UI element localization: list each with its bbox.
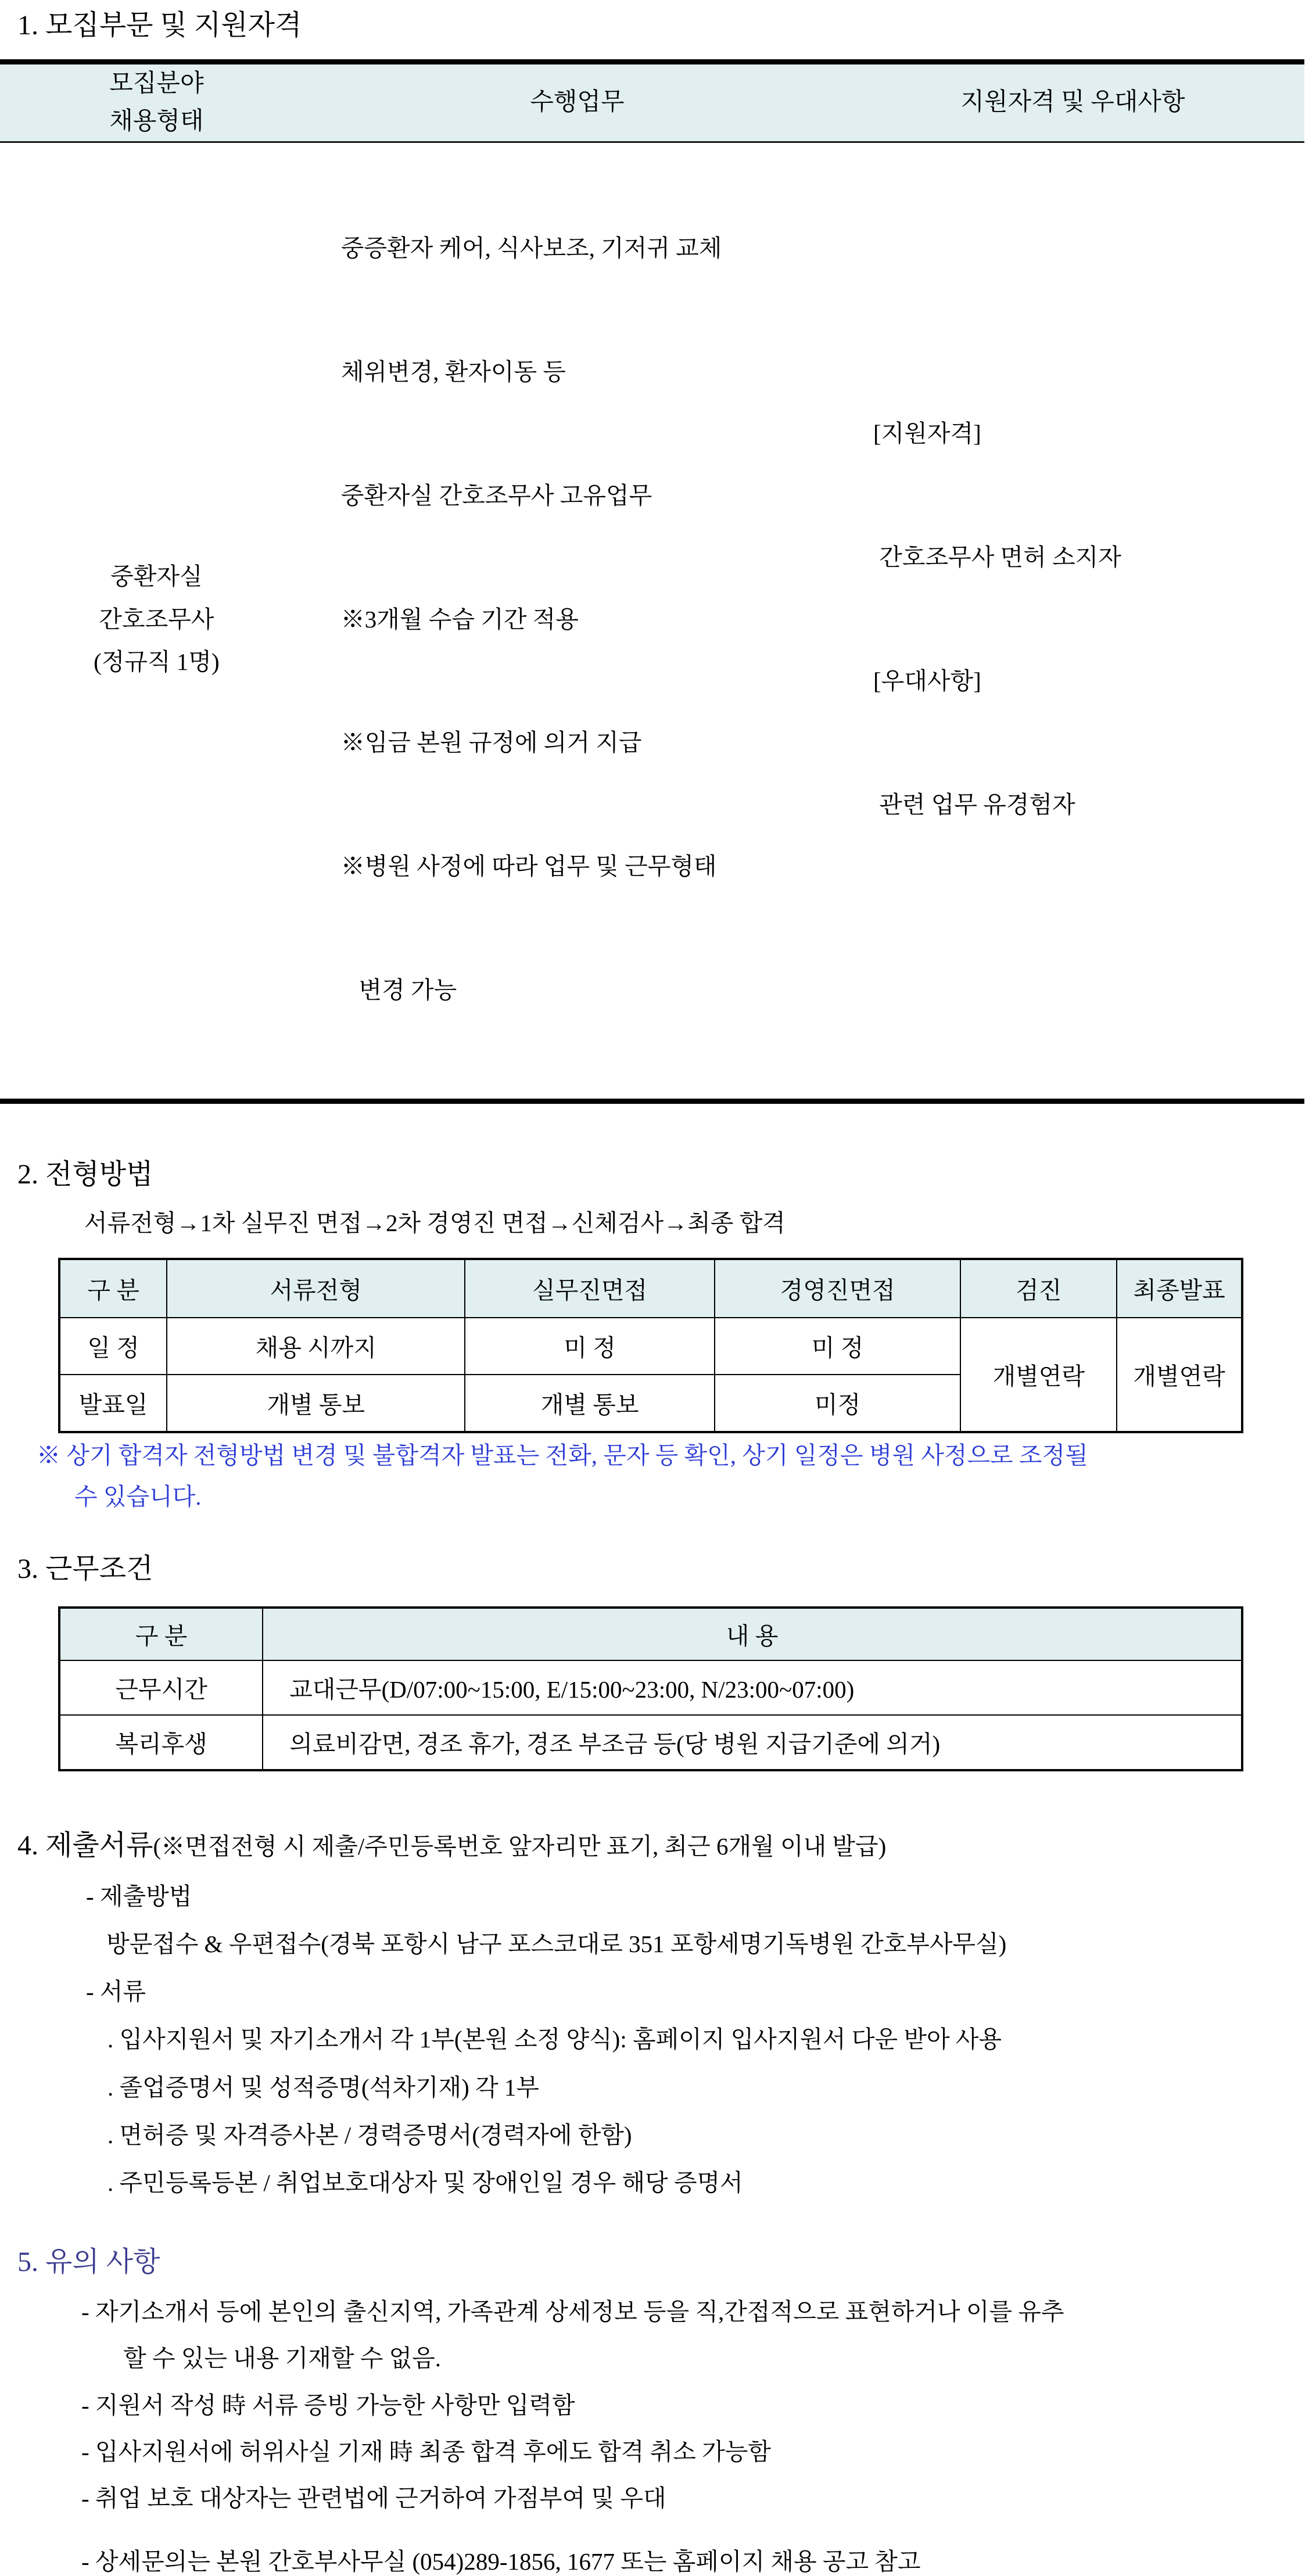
work-conditions-table <box>58 1606 1243 1771</box>
cell-final-merged: 개별연락 <box>1117 1318 1242 1432</box>
recruit-table-header <box>0 64 1304 143</box>
cell: 채용 시까지 <box>167 1318 465 1375</box>
cell-work-hours: 교대근무(D/07:00~15:00, E/15:00~23:00, N/23:00~07:00) <box>263 1660 1242 1715</box>
table-row <box>59 1715 1242 1770</box>
section4-title <box>17 1828 1309 1863</box>
col-header: 검진 <box>960 1259 1117 1318</box>
section5-title: 5. 유의 사항 <box>17 2247 160 2278</box>
cell-welfare: 의료비감면, 경조 휴가, 경조 부조금 등(당 병원 지급기준에 의거) <box>263 1715 1242 1770</box>
col-header: 구 분 <box>59 1608 263 1660</box>
section1-title: 1. 모집부문 및 지원자격 <box>17 10 302 41</box>
schedule-note-line1: ※ 상기 합격자 전형방법 변경 및 불합격자 발표는 전화, 문자 등 확인, 상기 일정은 병원 사정으로 조정될 <box>37 1441 1088 1469</box>
duty-cell <box>313 149 841 1090</box>
document-item: . 입사지원서 및 자기소개서 각 1부(본원 소정 양식): 홈페이지 입사지원서 다운 받아 사용 <box>107 2026 1002 2053</box>
duty-line: 체위변경, 환자이동 등 <box>340 358 566 385</box>
cell: 미 정 <box>465 1318 715 1375</box>
header-field-line1: 모집분야 <box>109 70 204 97</box>
document-item: . 졸업증명서 및 성적증명(석차기재) 각 1부 <box>107 2073 540 2101</box>
notice-item: - 자기소개서 등에 본인의 출신지역, 가족관계 상세정보 등을 직,간접적으로 표현하거나 이를 유추 <box>81 2298 1064 2326</box>
header-qualifications: 지원자격 및 우대사항 <box>960 89 1185 116</box>
duty-line: 중증환자 케어, 식사보조, 기저귀 교체 <box>340 235 722 262</box>
header-field-line2: 채용형태 <box>109 108 204 135</box>
duty-line: ※임금 본원 규정에 의거 지급 <box>340 729 642 756</box>
notice-item: - 지원서 작성 時 서류 증빙 가능한 사항만 입력함 <box>81 2391 575 2419</box>
header-field-type <box>0 65 313 141</box>
cell: 개별 통보 <box>167 1375 465 1432</box>
position-line: 간호조무사 <box>99 605 214 633</box>
schedule-header-row <box>59 1259 1242 1318</box>
document-item: . 주민등록등본 / 취업보호대상자 및 장애인일 경우 해당 증명서 <box>107 2169 743 2196</box>
cell: 미 정 <box>715 1318 960 1375</box>
document-item: . 면허증 및 자격증사본 / 경력증명서(경력자에 한함) <box>107 2121 632 2148</box>
position-line: 중환자실 <box>110 562 203 590</box>
section4-title-paren: (※면접전형 시 제출/주민등록번호 앞자리만 표기, 최근 6개월 이내 발급) <box>153 1832 887 1860</box>
schedule-note <box>37 1443 1309 1510</box>
notice-item: - 취업 보호 대상자는 관련법에 근거하여 가점부여 및 우대 <box>81 2484 666 2512</box>
table-row <box>59 1660 1242 1715</box>
selection-flow: 서류전형→1차 실무진 면접→2차 경영진 면접→신체검사→최종 합격 <box>84 1209 786 1236</box>
position-line: (정규직 1명) <box>94 648 220 676</box>
row-label: 발표일 <box>59 1375 167 1432</box>
recruit-table <box>0 59 1304 1104</box>
col-header: 내 용 <box>263 1608 1242 1660</box>
table-row <box>59 1318 1242 1375</box>
col-header: 서류전형 <box>167 1259 465 1318</box>
duty-line: ※3개월 수습 기간 적용 <box>340 605 579 633</box>
notice-item-contact: - 상세문의는 본원 간호부사무실 (054)289-1856, 1677 또는 홈페이지 채용 공고 참고 <box>81 2548 921 2575</box>
cell: 미정 <box>715 1375 960 1432</box>
row-label: 근무시간 <box>59 1660 263 1715</box>
col-header: 실무진면접 <box>465 1259 715 1318</box>
notice-item: - 입사지원서에 허위사실 기재 時 최종 합격 후에도 합격 취소 가능함 <box>81 2438 771 2465</box>
col-header: 경영진면접 <box>715 1259 960 1318</box>
schedule-note-line2: 수 있습니다. <box>74 1483 202 1510</box>
row-label: 일 정 <box>59 1318 167 1375</box>
duty-line: ※병원 사정에 따라 업무 및 근무형태 <box>340 853 717 880</box>
qualification-cell <box>841 334 1304 905</box>
col-header: 구 분 <box>59 1259 167 1318</box>
recruit-table-body <box>0 143 1304 1099</box>
section4-title-main: 4. 제출서류 <box>17 1829 153 1861</box>
conditions-header-row <box>59 1608 1242 1660</box>
notice-item-continuation: 할 수 있는 내용 기재할 수 없음. <box>123 2345 442 2372</box>
position-cell <box>0 553 313 686</box>
cell-checkup-merged: 개별연락 <box>960 1318 1117 1432</box>
duty-line: 중환자실 간호조무사 고유업무 <box>340 482 652 509</box>
documents-label: - 서류 <box>86 1978 146 2005</box>
qualification-line: 관련 업무 유경험자 <box>873 791 1075 818</box>
section2-title: 2. 전형방법 <box>17 1158 153 1190</box>
qualification-line: 간호조무사 면허 소지자 <box>873 544 1121 571</box>
qualification-line: [우대사항] <box>873 667 981 694</box>
header-duties: 수행업무 <box>530 89 625 116</box>
duty-line: 변경 가능 <box>340 976 457 1003</box>
section3-title: 3. 근무조건 <box>17 1553 153 1584</box>
qualification-line: [지원자격] <box>873 420 981 447</box>
selection-schedule-table <box>58 1258 1243 1433</box>
col-header: 최종발표 <box>1117 1259 1242 1318</box>
row-label: 복리후생 <box>59 1715 263 1770</box>
cell: 개별 통보 <box>465 1375 715 1432</box>
submission-method-label: - 제출방법 <box>86 1882 192 1910</box>
submission-method-value: 방문접수 & 우편접수(경북 포항시 남구 포스코대로 351 포항세명기독병원 간호부사무실) <box>106 1931 1007 1958</box>
